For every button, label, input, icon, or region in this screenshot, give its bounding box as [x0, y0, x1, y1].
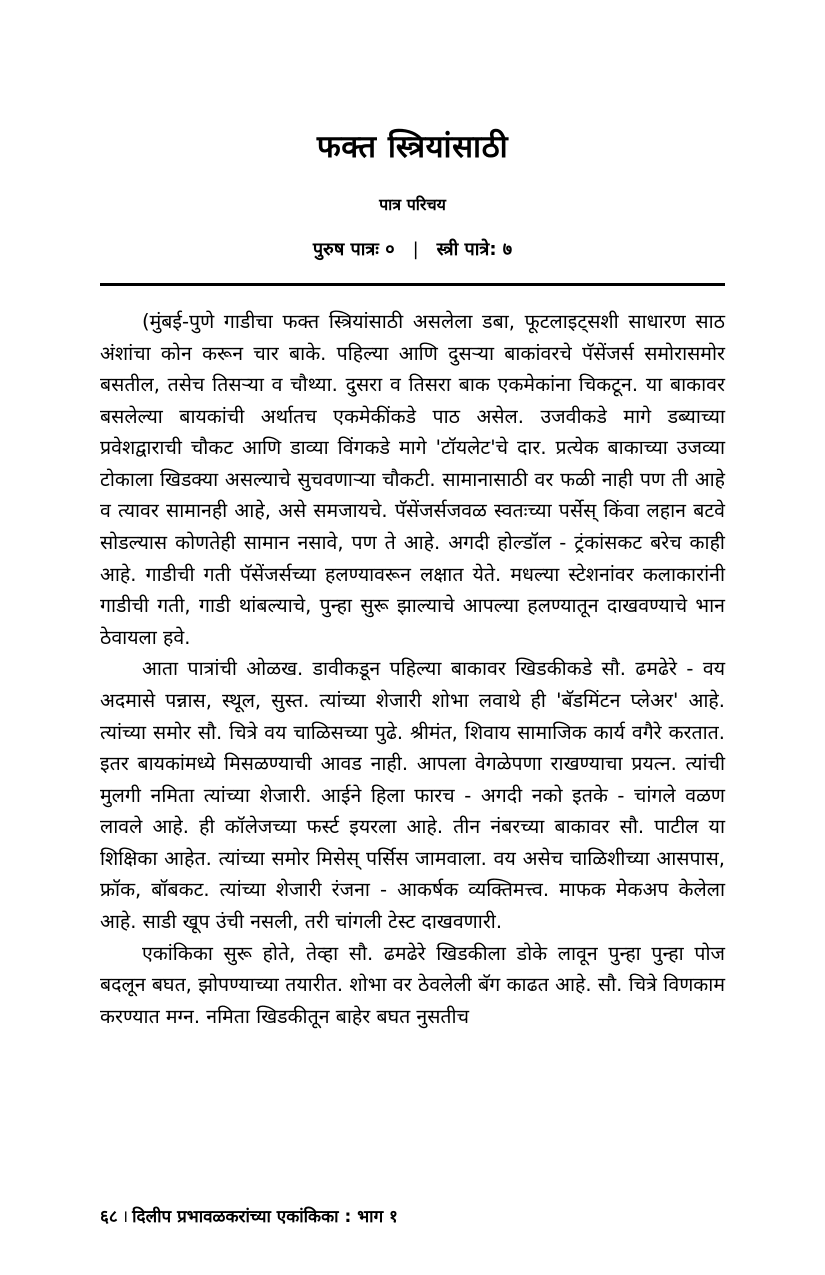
footer-page-number: ६८ — [100, 1207, 118, 1227]
footer-book-title: दिलीप प्रभावळकरांच्या एकांकिका : भाग १ — [132, 1207, 398, 1227]
footer-separator: । — [121, 1207, 129, 1227]
horizontal-rule — [100, 283, 725, 286]
male-cast-count: पुरुष पात्रः ० — [312, 239, 395, 260]
paragraph-1: (मुंबई-पुणे गाडीचा फक्त स्त्रियांसाठी असलेला डबा, फूटलाइट्सशी साधारण साठ अंशांचा कोन करून चार बाके. पहिल्या आणि दुसऱ्या बाकांवरचे पॅसेंजर्स समोरासमोर बसतील, तसेच तिसऱ्या व चौथ्या. दुसरा व तिसरा बाक एकमेकांना चिकटून. या बाकावर बसलेल्या बायकांची अर्थातच एकमेकींकडे पाठ असेल. उजवीकडे मागे डब्याच्या प्रवेशद्वाराची चौकट आणि डाव्या विंगकडे मागे 'टॉयलेट'चे दार. प्रत्येक बाकाच्या उजव्या टोकाला खिडक्या असल्याचे सुचवणाऱ्या चौकटी. सामानासाठी वर फळी नाही पण ती आहे व त्यावर सामानही आहे, असे समजायचे. पॅसेंजर्सजवळ स्वतःच्या पर्सेस् किंवा लहान बटवे सोडल्यास कोणतेही सामान नसावे, पण ते आहे. अगदी होल्डॉल - ट्रंकांसकट बरेच काही आहे. गाडीची गती पॅसेंजर्सच्या हलण्यावरून लक्षात येते. मधल्या स्टेशनांवर कलाकारांनी गाडीची गती, गाडी थांबल्याचे, पुन्हा सुरू झाल्याचे आपल्या हलण्यातून दाखवण्याचे भान ठेवायला हवे. — [100, 310, 725, 649]
page-title: फक्त स्त्रियांसाठी — [316, 129, 509, 165]
female-cast-count: स्त्री पात्रे: ७ — [436, 239, 513, 260]
cast-separator: | — [412, 239, 419, 260]
paragraph-2: आता पात्रांची ओळख. डावीकडून पहिल्या बाकावर खिडकीकडे सौ. ढमढेरे - वय अदमासे पन्नास, स्थूल, सुस्त. त्यांच्या शेजारी शोभा लवाथे ही 'बॅडमिंटन प्लेअर' आहे. त्यांच्या समोर सौ. चित्रे वय चाळिसच्या पुढे. श्रीमंत, शिवाय सामाजिक कार्य वगैरे करतात. इतर बायकांमध्ये मिसळण्याची आवड नाही. आपला वेगळेपणा राखण्याचा प्रयत्न. त्यांची मुलगी नमिता त्यांच्या शेजारी. आईने हिला फारच - अगदी नको इतके - चांगले वळण लावले आहे. ही कॉलेजच्या फर्स्ट इयरला आहे. तीन नंबरच्या बाकावर सौ. पाटील या शिक्षिका आहेत. त्यांच्या समोर मिसेस् पर्सिस जामवाला. वय असेच चाळिशीच्या आसपास, फ्रॉक, बॉबकट. त्यांच्या शेजारी रंजना - आकर्षक व्यक्तिमत्त्व. माफक मेकअप केलेला आहे. साडी खूप उंची नसली, तरी चांगली टेस्ट दाखवणारी. — [100, 657, 725, 933]
paragraph-3: एकांकिका सुरू होते, तेव्हा सौ. ढमढेरे खिडकीला डोके लावून पुन्हा पुन्हा पोज बदलून बघत, झोपण्याच्या तयारीत. शोभा वर ठेवलेली बॅग काढत आहे. सौ. चित्रे विणकाम करण्यात मग्न. नमिता खिडकीतून बाहेर बघत नुसतीच — [100, 941, 725, 1028]
section-subtitle: पात्र परिचय — [379, 195, 446, 214]
page-footer — [100, 1204, 398, 1227]
page-content — [100, 0, 725, 1032]
cast-summary — [100, 237, 725, 261]
body-text — [100, 306, 725, 1032]
